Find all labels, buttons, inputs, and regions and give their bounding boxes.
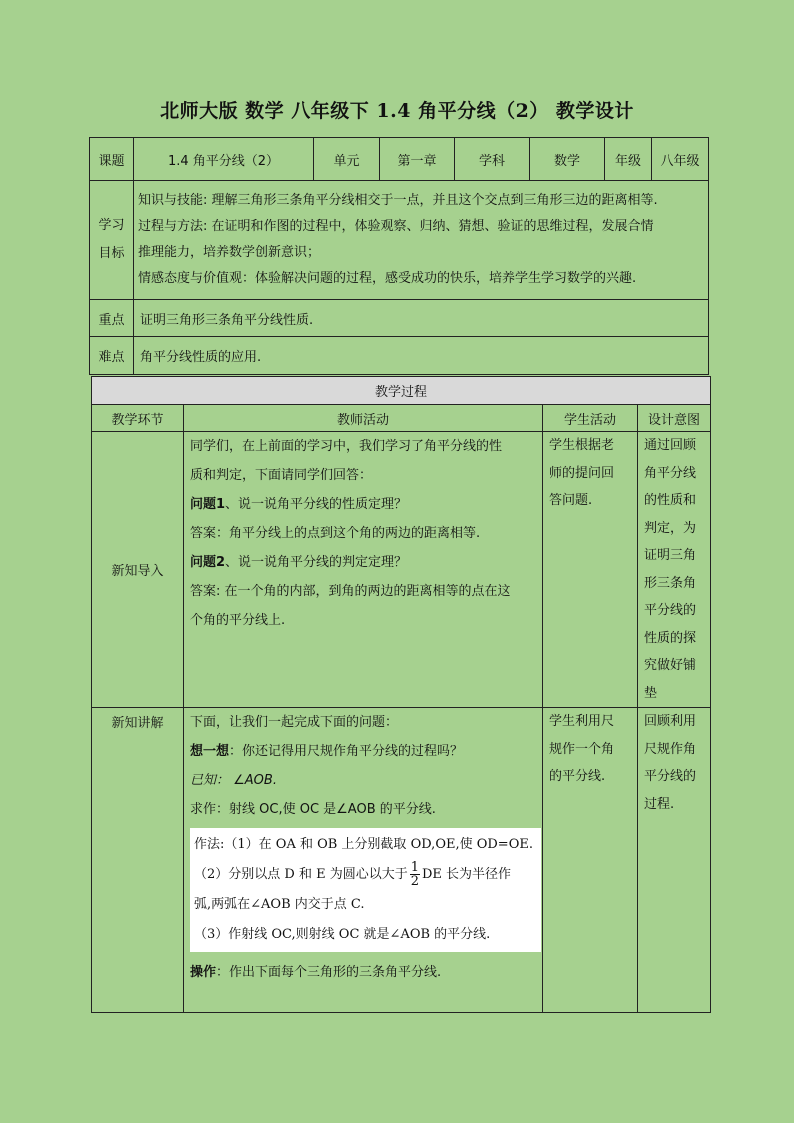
answer-2-line: 个角的平分线上. [190, 613, 286, 628]
construction-method-box [190, 828, 541, 952]
key-value: 证明三角形三条角平分线性质. [134, 300, 709, 337]
text-line: 性质的探 [644, 630, 697, 646]
text-line: 究做好铺 [644, 658, 697, 673]
col-teacher: 教师活动 [184, 405, 543, 432]
design-intent-intro [638, 432, 711, 708]
text-line: 过程. [644, 796, 675, 812]
answer-2-line: 答案: 在一个角的内部，到角的两边的距离相等的点在这 [190, 584, 511, 599]
col-student: 学生活动 [543, 405, 638, 432]
page-title: 北师大版 数学 八年级下 1.4 角平分线（2） 教学设计 [160, 100, 634, 122]
subject-label: 学科 [455, 138, 530, 181]
q2-text: 、说一说角平分线的判定定理？ [225, 555, 408, 570]
method-step-1: 作法:（1）在 OA 和 OB 上分别截取 OD,OE,使 OD=OE. [194, 837, 533, 852]
question-2 [190, 548, 536, 577]
fraction-half [410, 861, 420, 888]
method-step-2b: DE 长为半径作 [422, 867, 512, 882]
text-line: 学生利用尺 [549, 714, 615, 729]
text-line: 角平分线 [644, 465, 697, 481]
col-intent: 设计意图 [638, 405, 711, 432]
q1-label: 问题1 [190, 497, 226, 512]
think-label: 想一想 [190, 744, 230, 759]
difficulty-value: 角平分线性质的应用. [134, 337, 709, 375]
text-line: 下面，让我们一起完成下面的问题： [190, 715, 399, 730]
text-line: 的平分线. [549, 769, 606, 784]
goal-line: 知识与技能: 理解三角形三条角平分线相交于一点，并且这个交点到三角形三边的距离相等. [138, 193, 658, 208]
ask-line: 求作：射线 OC,使 OC 是∠AOB 的平分线. [190, 802, 436, 817]
text-line: 答问题. [549, 493, 593, 508]
text-line: 师的提问回 [549, 465, 615, 481]
info-table [89, 137, 709, 375]
key-label: 重点 [90, 300, 134, 337]
process-table [91, 376, 711, 1013]
goal-line: 情感态度与价值观：体验解决问题的过程，感受成功的快乐，培养学生学习数学的兴趣. [138, 271, 637, 286]
method-step-2 [194, 860, 537, 890]
operation-line [190, 958, 536, 987]
op-label: 操作 [190, 965, 217, 980]
goal-line: 过程与方法: 在证明和作图的过程中，体验观察、归纳、猜想、验证的思维过程，发展合情 [138, 219, 654, 234]
text-line: 的性质和 [644, 493, 697, 508]
stage-explain: 新知讲解 [92, 708, 184, 1013]
goals-cell [134, 181, 709, 300]
stage-intro: 新知导入 [92, 432, 184, 708]
grade-label: 年级 [605, 138, 652, 181]
student-activity-intro [543, 432, 638, 708]
col-stage: 教学环节 [92, 405, 184, 432]
process-header: 教学过程 [92, 377, 711, 405]
unit-value: 第一章 [380, 138, 455, 181]
text-line: 回顾利用 [644, 714, 697, 729]
teacher-activity-explain [184, 708, 543, 1013]
fraction-numerator: 1 [410, 860, 419, 875]
q2-label: 问题2 [190, 555, 226, 570]
method-step-2c: 弧,两弧在∠AOB 内交于点 C. [194, 897, 365, 912]
goal-line: 推理能力，培养数学创新意识； [138, 245, 321, 260]
design-intent-explain [638, 708, 711, 1013]
think-text: ：你还记得用尺规作角平分线的过程吗？ [229, 744, 464, 759]
text-line: 通过回顾 [644, 438, 697, 453]
topic-label: 课题 [90, 138, 134, 181]
subject-value: 数学 [530, 138, 605, 181]
text-line: 证明三角 [644, 548, 697, 563]
method-step-3: （3）作射线 OC,则射线 OC 就是∠AOB 的平分线. [194, 927, 491, 942]
method-step-2a: （2）分别以点 D 和 E 为圆心以大于 [194, 867, 408, 882]
teacher-activity-intro [184, 432, 543, 708]
goals-label: 学习目标 [90, 181, 134, 300]
text-line: 规作一个角 [549, 741, 615, 757]
text-line: 平分线的 [644, 769, 697, 784]
text-line: 平分线的 [644, 603, 697, 618]
text-line: 垫 [644, 685, 658, 701]
op-text: ：作出下面每个三角形的三条角平分线. [216, 965, 442, 980]
text-line: 判定，为 [644, 520, 697, 536]
text-line: 同学们，在上前面的学习中，我们学习了角平分线的性 [190, 439, 503, 454]
student-activity-explain [543, 708, 638, 1013]
fraction-denominator: 2 [410, 874, 419, 889]
unit-label: 单元 [314, 138, 380, 181]
grade-value: 八年级 [652, 138, 709, 181]
text-line: 尺规作角 [644, 741, 697, 757]
q1-text: 、说一说角平分线的性质定理？ [225, 497, 408, 512]
known-line: 已知： ∠AOB. [190, 773, 277, 788]
topic-value: 1.4 角平分线（2） [134, 138, 314, 181]
text-line: 形三条角 [644, 575, 697, 591]
text-line: 学生根据老 [549, 438, 615, 453]
question-1 [190, 490, 536, 519]
think-line [190, 737, 536, 766]
text-line: 质和判定，下面请同学们回答： [190, 468, 373, 483]
difficulty-label: 难点 [90, 337, 134, 375]
answer-1: 答案：角平分线上的点到这个角的两边的距离相等. [190, 526, 481, 541]
